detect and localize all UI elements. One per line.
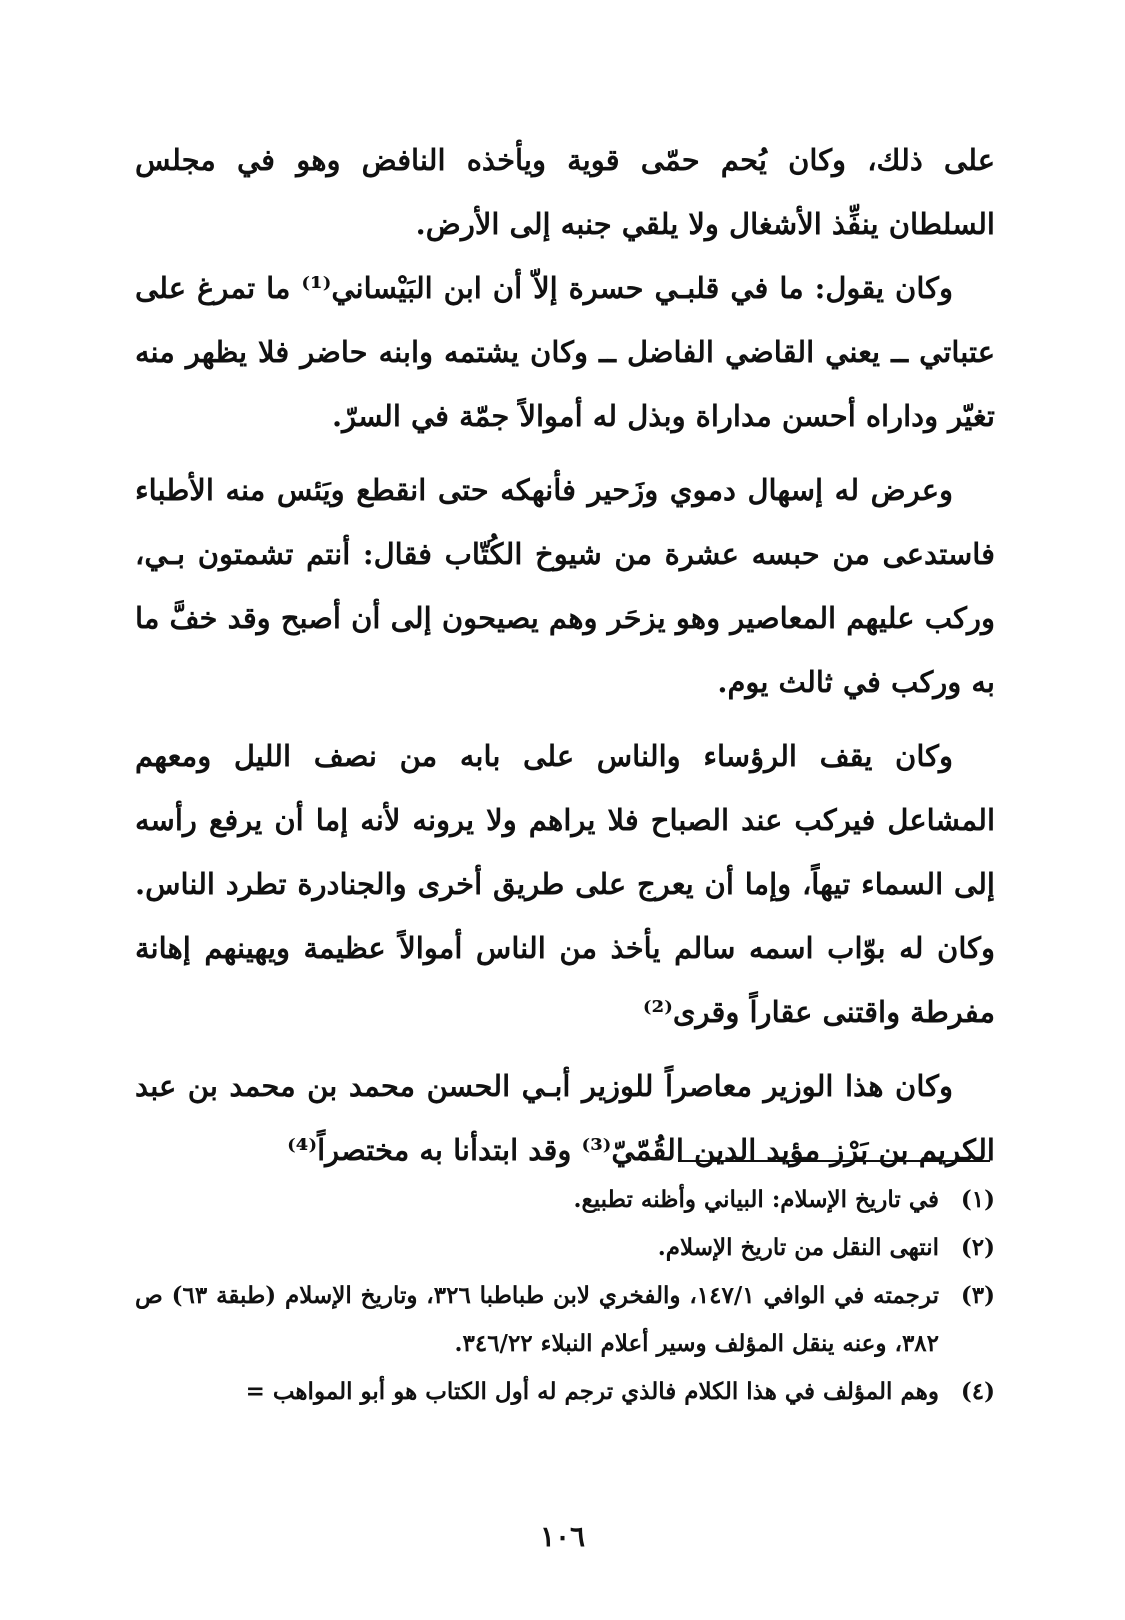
footnote-number: (١) [960,1186,995,1213]
footnote-text: ترجمته في الوافي ١٤٧/١، والفخري لابن طباطبا ٣٢٦، وتاريخ الإسلام (طبقة ٦٣) ص ٣٨٢، وعنه ينقل المؤلف وسير أعلام النبلاء ٣٤٦/٢٢. [135,1282,939,1357]
footnote-number: (٣) [960,1282,995,1309]
footnote-number: (٢) [960,1234,995,1261]
paragraph-3: وعرض له إسهال دموي وزَحير فأنهكه حتى انقطع ويَئس منه الأطباء فاستدعى من حبسه عشرة من شيوخ الكُتّاب فقال: أنتم تشمتون بـي، وركب عليهم المعاصير وهو يزحَر وهم يصيحون إلى أن أصبح وقد خفَّ ما به وركب في ثالث يوم. [135,473,995,699]
footnote-text: في تاريخ الإسلام: البياني وأظنه تطبيع. [573,1186,939,1213]
paragraph-2: وكان يقول: ما في قلبـي حسرة إلاّ أن ابن البَيْساني⁽¹⁾ ما تمرغ على عتباتي ــ يعني القاضي الفاضل ــ وكان يشتمه وابنه حاضر فلا يظهر منه تغيّر وداراه أحسن مداراة وبذل له أموالاً جمّة في السرّ. [135,271,995,433]
footnote-number: (٤) [960,1378,995,1405]
footnote-1 [135,1176,995,1224]
main-text [135,128,995,1192]
footnote-divider [678,1160,990,1162]
footnote-text: انتهى النقل من تاريخ الإسلام. [657,1234,939,1261]
footnote-3 [135,1272,995,1368]
paragraph-1: على ذلك، وكان يُحم حمّى قوية ويأخذه النافض وهو في مجلس السلطان ينفِّذ الأشغال ولا يلقي جنبه إلى الأرض. [135,143,995,241]
footnote-4 [135,1368,995,1416]
page-number: ١٠٦ [539,1520,586,1553]
footnote-2 [135,1224,995,1272]
paragraph-4: وكان يقف الرؤساء والناس على بابه من نصف الليل ومعهم المشاعل فيركب عند الصباح فلا يراهم ولا يرونه لأنه إما أن يرفع رأسه إلى السماء تيهاً، وإما أن يعرج على طريق أخرى والجنادرة تطرد الناس. وكان له بوّاب اسمه سالم يأخذ من الناس أموالاً عظيمة ويهينهم إهانة مفرطة واقتنى عقاراً وقرى⁽²⁾ [135,739,995,1029]
footnotes [135,1176,995,1416]
paragraph-5: وكان هذا الوزير معاصراً للوزير أبـي الحسن محمد بن محمد بن عبد الكريم بن بَرْز مؤيد الدين القُمّيّ⁽³⁾ وقد ابتدأنا به مختصراً⁽⁴⁾ [135,1069,995,1167]
footnote-text: وهم المؤلف في هذا الكلام فالذي ترجم له أول الكتاب هو أبو المواهب = [245,1378,939,1405]
